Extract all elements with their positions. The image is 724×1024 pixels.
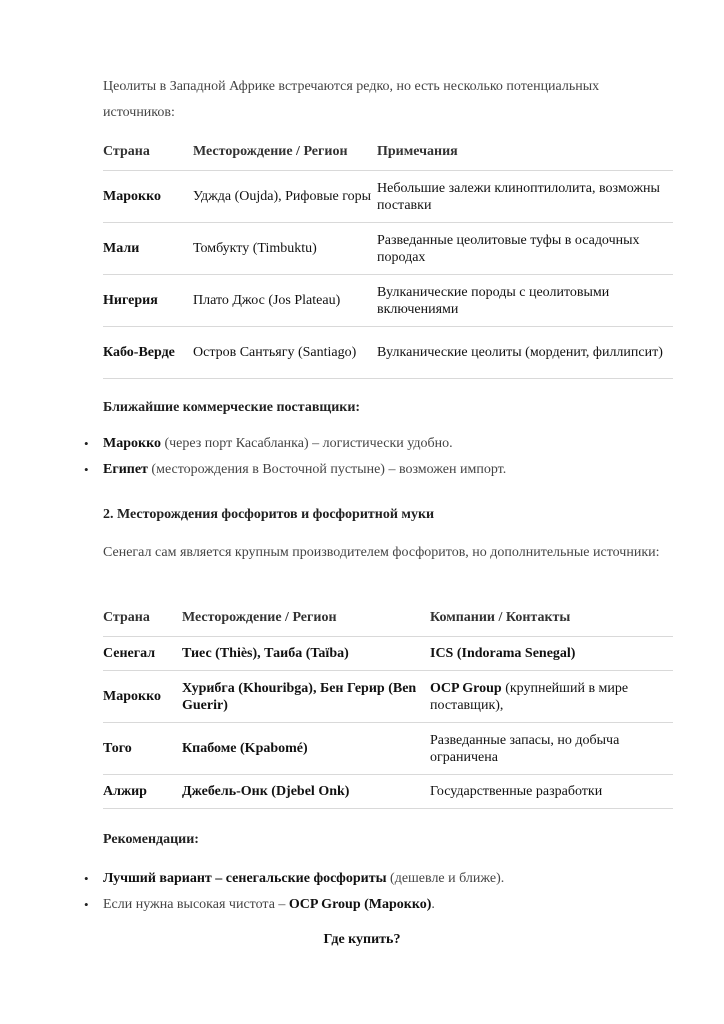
phosphates-intro: Сенегал сам является крупным производителем фосфоритов, но дополнительные источники: bbox=[103, 545, 660, 560]
contact-cell bbox=[430, 671, 673, 723]
notes-cell: Небольшие залежи клиноптилолита, возможны поставки bbox=[377, 171, 673, 223]
contact-cell bbox=[430, 775, 673, 809]
deposit-cell: Плато Джос (Jos Plateau) bbox=[193, 275, 377, 327]
zeolite-table bbox=[103, 134, 673, 379]
phosphate-col-country: Страна bbox=[103, 600, 182, 637]
phosphate-col-deposit: Месторождение / Регион bbox=[182, 600, 430, 637]
recommendations-heading: Рекомендации: bbox=[103, 832, 199, 847]
table-row bbox=[103, 775, 673, 809]
country-cell: Алжир bbox=[103, 775, 182, 809]
recommendation-post: (дешевле и ближе). bbox=[386, 871, 505, 886]
where-to-buy-heading: Где купить? bbox=[323, 932, 401, 947]
list-item bbox=[84, 457, 506, 483]
zeolites-intro: Цеолиты в Западной Африке встречаются редко, но есть несколько потенциальных источников: bbox=[103, 79, 600, 120]
country-cell: Мали bbox=[103, 223, 193, 275]
section-2-title: 2. Месторождения фосфоритов и фосфоритной муки bbox=[103, 507, 435, 522]
company-note: Государственные разработки bbox=[430, 784, 603, 799]
country-cell: Сенегал bbox=[103, 637, 182, 671]
table-row bbox=[103, 171, 673, 223]
recommendation-bold: Лучший вариант – сенегальские фосфориты bbox=[103, 871, 387, 886]
list-item bbox=[84, 892, 504, 918]
contact-cell bbox=[430, 637, 673, 671]
supplier-country: Египет bbox=[103, 462, 148, 477]
notes-cell: Вулканические цеолиты (морденит, филлипсит) bbox=[377, 327, 673, 379]
country-cell: Нигерия bbox=[103, 275, 193, 327]
suppliers-list bbox=[84, 431, 506, 483]
table-row bbox=[103, 223, 673, 275]
recommendation-pre: Если нужна высокая чистота – bbox=[103, 897, 289, 912]
table-row bbox=[103, 327, 673, 379]
deposit-cell: Кпабоме (Kpabomé) bbox=[182, 723, 430, 775]
phosphate-table bbox=[103, 600, 673, 809]
company-note: Разведанные запасы, но добыча ограничена bbox=[430, 732, 620, 765]
zeolite-col-notes: Примечания bbox=[377, 134, 673, 171]
deposit-cell: Уджда (Oujda), Рифовые горы bbox=[193, 171, 377, 223]
deposit-cell: Томбукту (Timbuktu) bbox=[193, 223, 377, 275]
company-note: (крупнейший в мире поставщик), bbox=[430, 680, 629, 713]
table-row bbox=[103, 275, 673, 327]
recommendations-list bbox=[84, 866, 504, 918]
country-cell: Кабо-Верде bbox=[103, 327, 193, 379]
recommendation-post: . bbox=[431, 897, 435, 912]
supplier-detail: (через порт Касабланка) – логистически удобно. bbox=[160, 436, 453, 451]
deposit-cell: Хурибга (Khouribga), Бен Герир (Ben Guerir) bbox=[182, 671, 430, 723]
country-cell: Того bbox=[103, 723, 182, 775]
recommendation-bold: OCP Group (Марокко) bbox=[288, 897, 432, 912]
deposit-cell: Джебель-Онк (Djebel Onk) bbox=[182, 775, 430, 809]
table-row bbox=[103, 637, 673, 671]
list-item bbox=[84, 431, 506, 457]
table-row bbox=[103, 671, 673, 723]
deposit-cell: Тиес (Thiès), Таиба (Taïba) bbox=[182, 637, 430, 671]
country-cell: Марокко bbox=[103, 671, 182, 723]
supplier-detail: (месторождения в Восточной пустыне) – возможен импорт. bbox=[147, 462, 507, 477]
notes-cell: Вулканические породы с цеолитовыми включениями bbox=[377, 275, 673, 327]
zeolite-col-country: Страна bbox=[103, 134, 193, 171]
phosphate-col-contacts: Компании / Контакты bbox=[430, 600, 673, 637]
company-name: ICS (Indorama Senegal) bbox=[430, 646, 576, 661]
table-row bbox=[103, 723, 673, 775]
country-cell: Марокко bbox=[103, 171, 193, 223]
notes-cell: Разведанные цеолитовые туфы в осадочных породах bbox=[377, 223, 673, 275]
supplier-country: Марокко bbox=[103, 436, 161, 451]
company-name: OCP Group bbox=[430, 680, 502, 696]
deposit-cell: Остров Сантьягу (Santiago) bbox=[193, 327, 377, 379]
zeolite-col-deposit: Месторождение / Регион bbox=[193, 134, 377, 171]
contact-cell bbox=[430, 723, 673, 775]
suppliers-heading: Ближайшие коммерческие поставщики: bbox=[103, 400, 361, 415]
list-item bbox=[84, 866, 504, 892]
